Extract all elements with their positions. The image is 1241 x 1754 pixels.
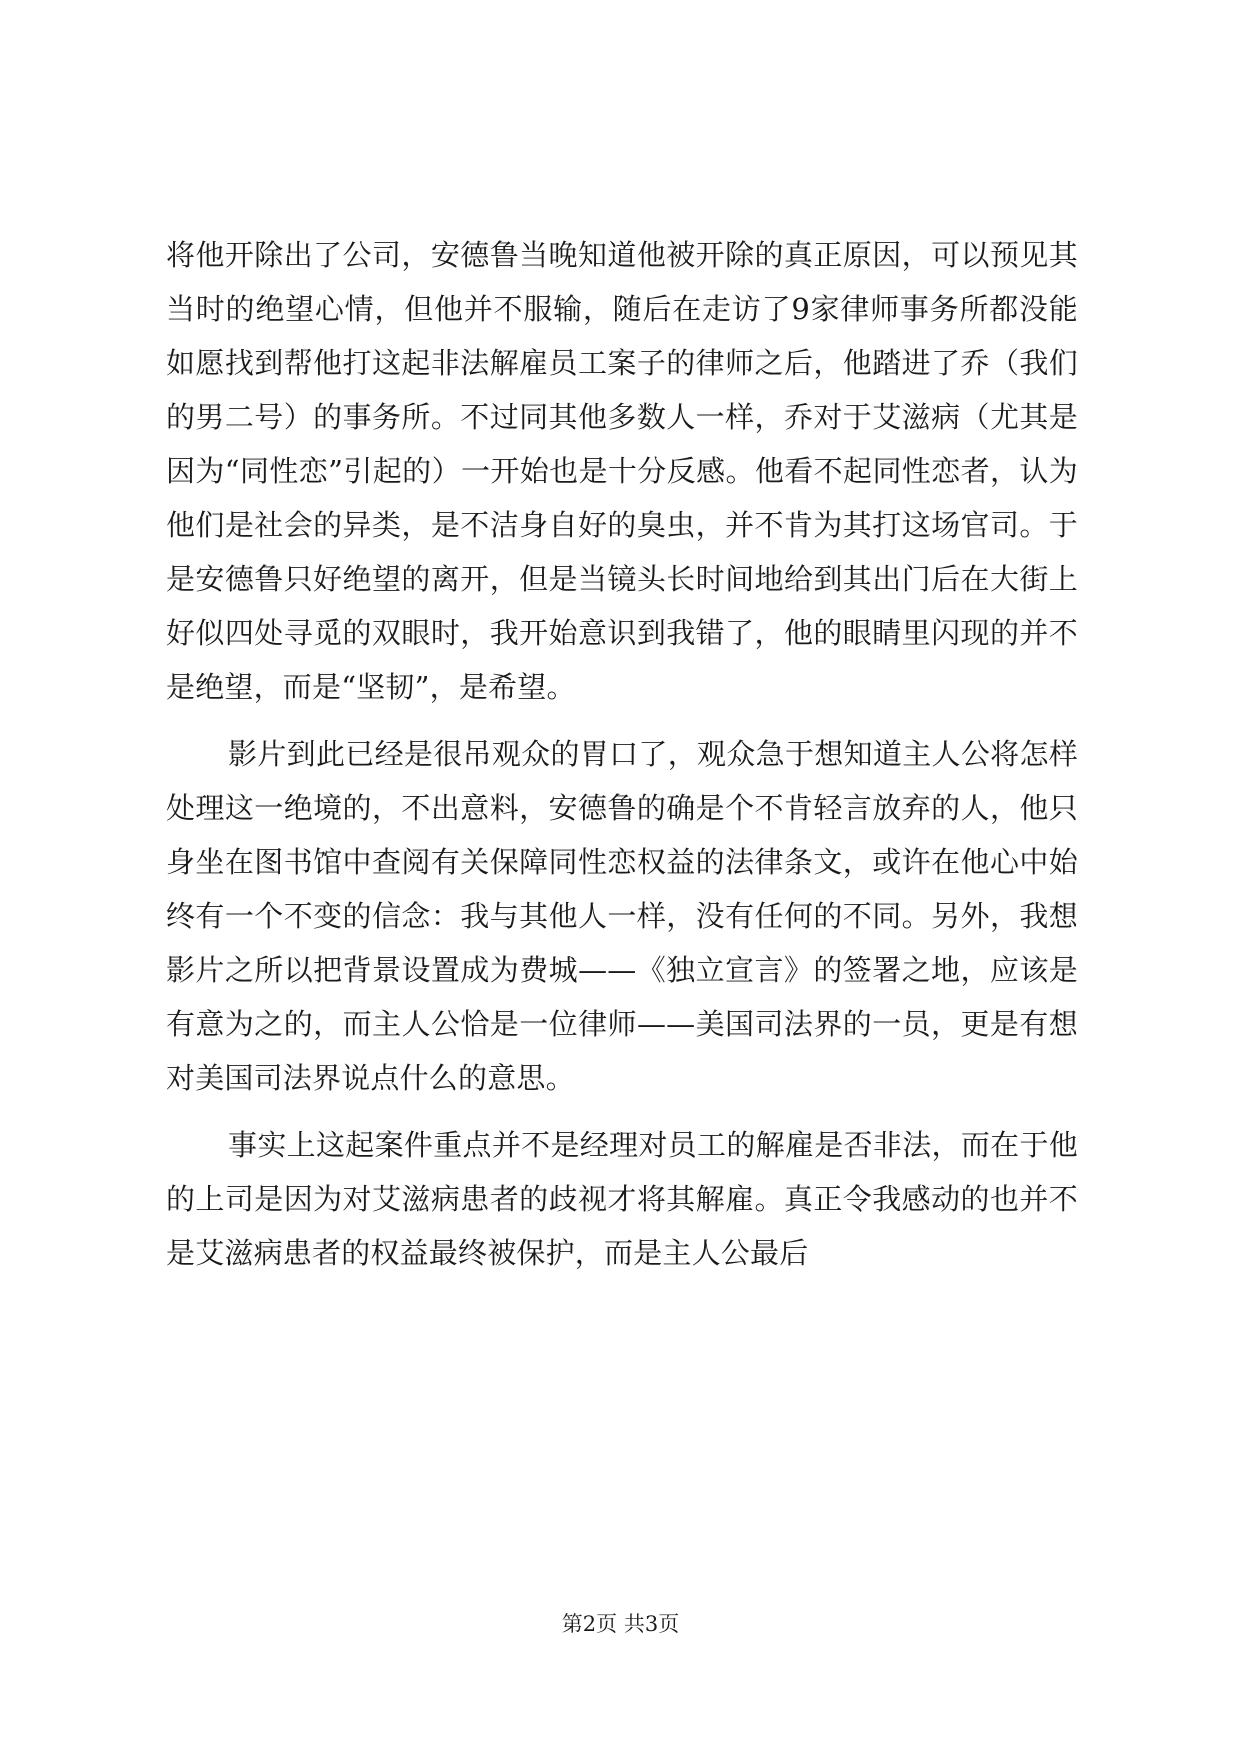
paragraph-3: 事实上这起案件重点并不是经理对员工的解雇是否非法，而在于他的上司是因为对艾滋病患者的歧视才将其解雇。真正令我感动的也并不是艾滋病患者的权益最终被保护，而是主人公最后 (166, 1128, 1078, 1270)
page-footer: 第2页 共3页 (561, 1612, 680, 1636)
paragraph-1: 将他开除出了公司，安德鲁当晚知道他被开除的真正原因，可以预见其当时的绝望心情，但他并不服输，随后在走访了9家律师事务所都没能如愿找到帮他打这起非法解雇员工案子的律师之后，他踏进了乔（我们的男二号）的事务所。不过同其他多数人一样，乔对于艾滋病（尤其是因为“同性恋”引起的）一开始也是十分反感。他看不起同性恋者，认为他们是社会的异类，是不洁身自好的臭虫，并不肯为其打这场官司。于是安德鲁只好绝望的离开，但是当镜头长时间地给到其出门后在大街上好似四处寻觅的双眼时，我开始意识到我错了，他的眼睛里闪现的并不是绝望，而是“坚韧”，是希望。 (166, 238, 1078, 704)
document-body (166, 228, 1078, 1280)
paragraph-2: 影片到此已经是很吊观众的胃口了，观众急于想知道主人公将怎样处理这一绝境的，不出意料，安德鲁的确是个不肯轻言放弃的人，他只身坐在图书馆中查阅有关保障同性恋权益的法律条文，或许在他心中始终有一个不变的信念：我与其他人一样，没有任何的不同。另外，我想影片之所以把背景设置成为费城——《独立宣言》的签署之地，应该是有意为之的，而主人公恰是一位律师——美国司法界的一员，更是有想对美国司法界说点什么的意思。 (166, 737, 1078, 1095)
